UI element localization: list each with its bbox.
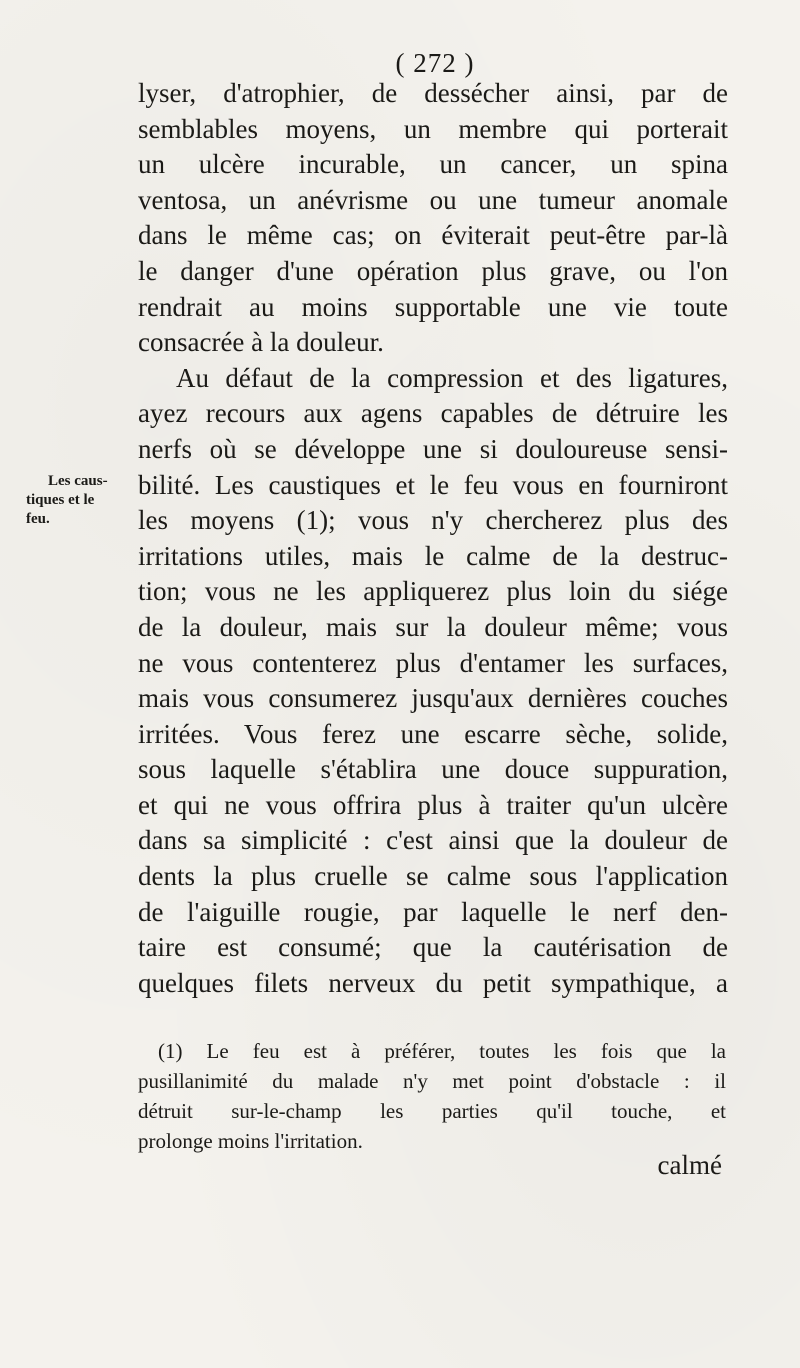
footnote-line: pusillanimité du malade n'y met point d'obstacle : il (138, 1069, 726, 1093)
text-line: ventosa, un anévrisme ou une tumeur anomale (138, 184, 728, 215)
footnote-line: prolonge moins l'irritation. (138, 1129, 363, 1153)
text-line: irritations utiles, mais le calme de la destruc- (138, 540, 728, 571)
text-line: un ulcère incurable, un cancer, un spina (138, 149, 728, 180)
text-line: taire est consumé; que la cautérisation de (138, 932, 728, 963)
text-line: consacrée à la douleur. (138, 327, 384, 358)
text-line: quelques filets nerveux du petit sympathique, a (138, 967, 728, 998)
margin-note (26, 472, 138, 529)
text-line: irritées. Vous ferez une escarre sèche, solide, (138, 718, 728, 749)
catchword: calmé (657, 1150, 722, 1180)
text-line: ayez recours aux agens capables de détruire les (138, 398, 728, 429)
text-line: dents la plus cruelle se calme sous l'application (138, 861, 728, 892)
text-line: bilité. Les caustiques et le feu vous en fourniront (138, 469, 728, 500)
page-number: ( 272 ) (395, 48, 475, 78)
margin-note-line: tiques et le (26, 492, 95, 508)
text-line: de l'aiguille rougie, par laquelle le nerf den- (138, 896, 728, 927)
text-line: ne vous contenterez plus d'entamer les surfaces, (138, 647, 728, 678)
text-line: dans le même cas; on éviterait peut-être par-là (138, 220, 728, 251)
text-line: nerfs où se développe une si douloureuse sensi- (138, 433, 728, 464)
text-line: semblables moyens, un membre qui porterait (138, 113, 728, 144)
footnote (138, 1036, 726, 1156)
margin-note-line: Les caus- (48, 473, 108, 489)
text-line: dans sa simplicité : c'est ainsi que la douleur de (138, 825, 728, 856)
text-line: et qui ne vous offrira plus à traiter qu'un ulcère (138, 789, 728, 820)
footnote-line: détruit sur-le-champ les parties qu'il touche, et (138, 1099, 726, 1123)
text-line: sous laquelle s'établira une douce suppuration, (138, 754, 728, 785)
text-line: les moyens (1); vous n'y chercherez plus des (138, 505, 728, 536)
text-line: de la douleur, mais sur la douleur même; vous (138, 611, 728, 642)
text-line: Au défaut de la compression et des ligatures, (176, 362, 728, 393)
body-text (138, 76, 728, 1001)
text-line: tion; vous ne les appliquerez plus loin du siége (138, 576, 728, 607)
text-line: lyser, d'atrophier, de dessécher ainsi, par de (138, 78, 728, 108)
text-line: le danger d'une opération plus grave, ou l'on (138, 255, 728, 286)
text-line: rendrait au moins supportable une vie toute (138, 291, 728, 322)
footnote-line: (1) Le feu est à préférer, toutes les fois que la (158, 1039, 726, 1063)
margin-note-line: feu. (26, 511, 50, 527)
text-line: mais vous consumerez jusqu'aux dernières couches (138, 683, 728, 714)
